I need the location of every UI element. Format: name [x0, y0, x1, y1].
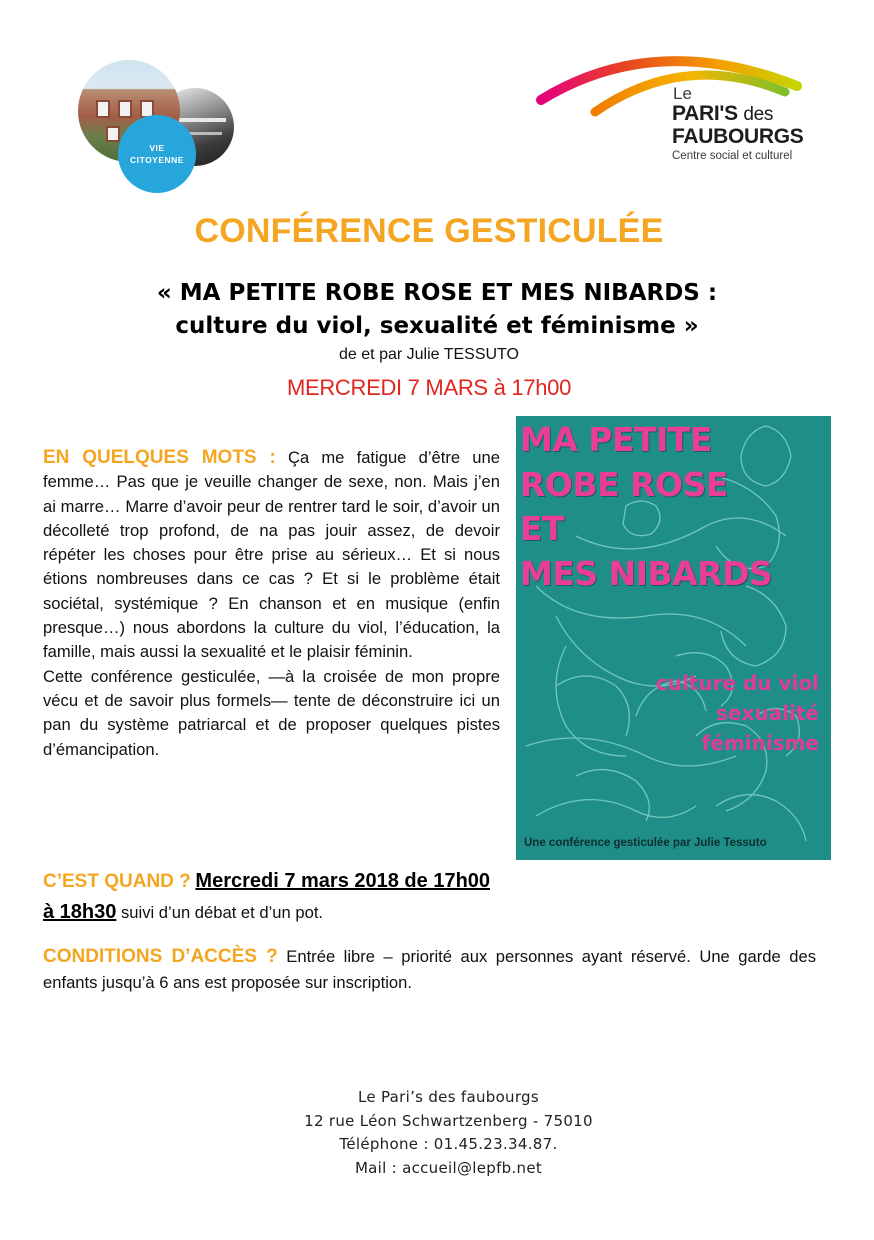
when-label: C’EST QUAND ?: [43, 871, 191, 892]
vie-citoyenne-badge: [118, 115, 196, 193]
poster-title-line1: MA PETITE: [520, 420, 712, 459]
when-extra: suivi d’un débat et d’un pot.: [116, 903, 324, 922]
access-text: Entrée libre – priorité aux personnes ayant réservé. Une garde des enfants jusqu’à 6 ans est proposée sur inscription.: [43, 947, 817, 992]
poster-subtitle-line3: féminisme: [701, 731, 819, 755]
date-headline: MERCREDI 7 MARS à 17h00: [286, 375, 572, 400]
description-paragraph1: [43, 446, 500, 665]
show-title-line1: « MA PETITE ROBE ROSE ET MES NIBARDS :: [156, 280, 718, 306]
byline: de et par Julie TESSUTO: [339, 346, 519, 363]
vie-citoyenne-logo: [74, 58, 239, 198]
event-poster: [516, 416, 831, 860]
description-block: [43, 446, 500, 762]
footer-phone: Téléphone : 01.45.23.34.87.: [339, 1135, 558, 1154]
poster-credit: Une conférence gesticulée par Julie Tessuto: [524, 837, 767, 849]
poster-subtitle-line2: sexualité: [716, 701, 819, 725]
badge-line1: VIE: [149, 143, 165, 153]
description-paragraph2: Cette conférence gesticulée, —à la croisée de mon propre vécu et de savoir plus formels— tente de déconstruire ici un pan du système patriarcal et de proposer quelques pistes d’émancipation.: [43, 666, 500, 759]
access-block: [43, 944, 816, 996]
logo-paris: PARI'S: [672, 102, 738, 125]
poster-subtitle: [656, 668, 819, 758]
logo-subtitle: Centre social et culturel: [672, 150, 793, 162]
logo-des: des: [743, 104, 774, 125]
show-title-line2: culture du viol, sexualité et féminisme »: [175, 313, 699, 339]
poster-title-line3: ET: [520, 509, 565, 548]
logo-name-line1: [672, 102, 773, 126]
logo-faubourgs: FAUBOURGS: [672, 125, 804, 148]
poster-title-line4: MES NIBARDS: [520, 553, 773, 593]
when-block: [43, 866, 501, 928]
badge-line2: CITOYENNE: [130, 155, 184, 165]
footer-org-name: Le Pari’s des faubourgs: [358, 1088, 539, 1106]
access-label: CONDITIONS D’ACCÈS ?: [43, 946, 278, 967]
paris-des-faubourgs-logo: [535, 40, 835, 170]
description-label: EN QUELQUES MOTS :: [43, 447, 276, 468]
description-text1: Ça me fatigue d’être une femme… Pas que je veuille changer de sexe, non. Mais j’en ai marre… Marre d’avoir peur de rentrer tard le soir, d’avoir un décolleté trop profond, de na pas jouir assez, de devoir répéter les choses pour être prise au sérieux… Et si nous étions nombreuses dans ce cas ? Et si le problème était sociétal, systémique ? En chanson et en musique (enfin presque…) nous abordons la culture du viol, l’éducation, la famille, mais aussi la sexualité et le plaisir féminin.: [43, 448, 500, 662]
footer-street: 12 rue Léon Schwartzenberg - 75010: [304, 1111, 593, 1130]
footer-address: [0, 1086, 874, 1181]
poster-title-line2: ROBE ROSE: [520, 464, 728, 504]
logo-le: Le: [673, 84, 692, 103]
poster-title: [520, 418, 772, 596]
footer-email: Mail : accueil@lepfb.net: [354, 1159, 543, 1178]
poster-subtitle-line1: culture du viol: [655, 671, 819, 695]
event-kind-heading: CONFÉRENCE GESTICULÉE: [194, 212, 664, 250]
when-date: Mercredi 7 mars 2018 de 17h00 à 18h30: [43, 870, 491, 923]
